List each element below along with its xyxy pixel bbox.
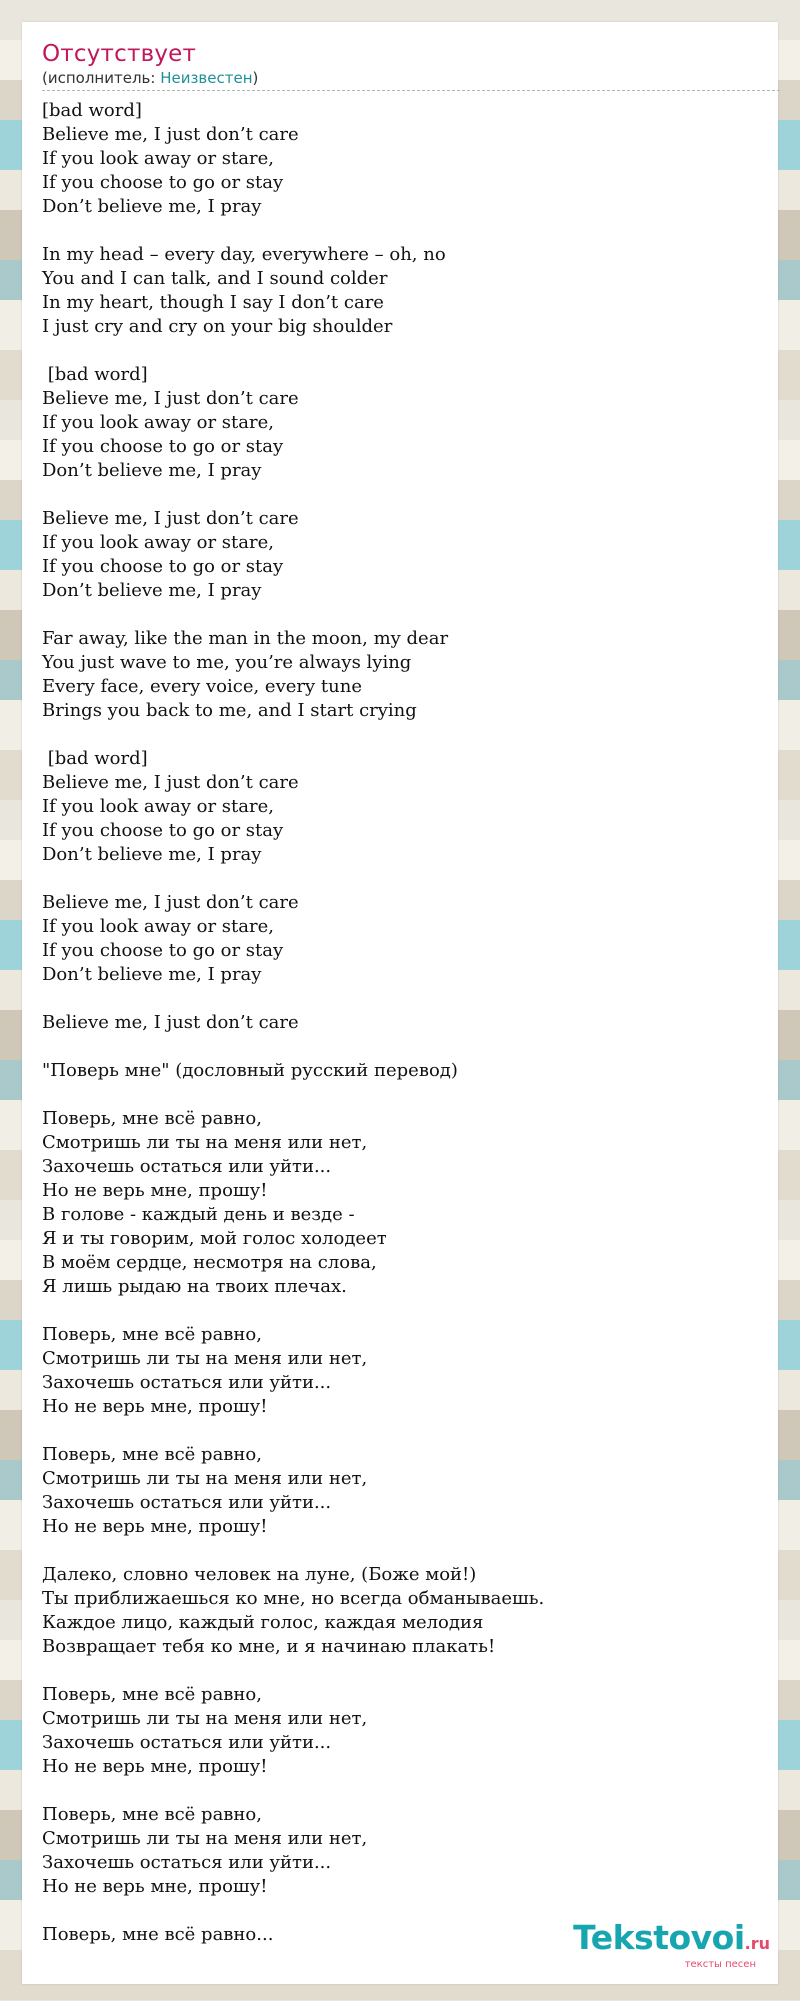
artist-suffix: ) bbox=[252, 69, 259, 87]
artist-link[interactable]: Неизвестен bbox=[160, 69, 253, 87]
artist-line bbox=[42, 69, 780, 91]
logo-tld: .ru bbox=[744, 1934, 770, 1953]
logo-wordmark bbox=[573, 1918, 770, 1961]
logo-tagline: тексты песен bbox=[684, 1959, 756, 1970]
lyrics-text: [bad word] Believe me, I just don’t care If you look away or stare, If you choose to go or stay Don’t believe me, I pray In my head – every day, everywhere – oh, no You and I can talk, and I sound colder In my heart, though I say I don’t care I just cry and cry on your big shoulder [bad word] Believe me, I just don’t care If you look away or stare, If you choose to go or stay Don’t believe me, I pray Believe me, I just don’t care If you look away or stare, If you choose to go or stay Don’t believe me, I pray Far away, like the man in the moon, my dear You just wave to me, you’re always lying Every face, every voice, every tune Brings you back to me, and I start crying [bad word] Believe me, I just don’t care If you look away or stare, If you choose to go or stay Don’t believe me, I pray Believe me, I just don’t care If you look away or stare, If you choose to go or stay Don’t believe me, I pray Believe me, I just don’t care "Поверь мне" (дословный русский перевод) Поверь, мне всё равно, Смотришь ли ты на меня или нет, Захочешь остаться или уйти... Но не верь мне, прошу! В голове - каждый день и везде - Я и ты говорим, мой голос холодеет В моём сердце, несмотря на слова, Я лишь рыдаю на твоих плечах. Поверь, мне всё равно, Смотришь ли ты на меня или нет, Захочешь остаться или уйти... Но не верь мне, прошу! Поверь, мне всё равно, Смотришь ли ты на меня или нет, Захочешь остаться или уйти... Но не верь мне, прошу! Далеко, словно человек на луне, (Боже мой!) Ты приближаешься ко мне, но всегда обманываешь. Каждое лицо, каждый голос, каждая мелодия Возвращает тебя ко мне, и я начинаю плакать! Поверь, мне всё равно, Смотришь ли ты на меня или нет, Захочешь остаться или уйти... Но не верь мне, прошу! Поверь, мне всё равно, Смотришь ли ты на меня или нет, Захочешь остаться или уйти... Но не верь мне, прошу! Поверь, мне всё равно... bbox=[42, 100, 545, 1945]
lyrics-card bbox=[22, 22, 778, 1984]
artist-prefix: (исполнитель: bbox=[42, 69, 161, 87]
logo-name: Tekstovoi bbox=[573, 1918, 745, 1957]
site-logo[interactable] bbox=[573, 1918, 770, 1970]
song-title: Отсутствует bbox=[42, 41, 197, 67]
